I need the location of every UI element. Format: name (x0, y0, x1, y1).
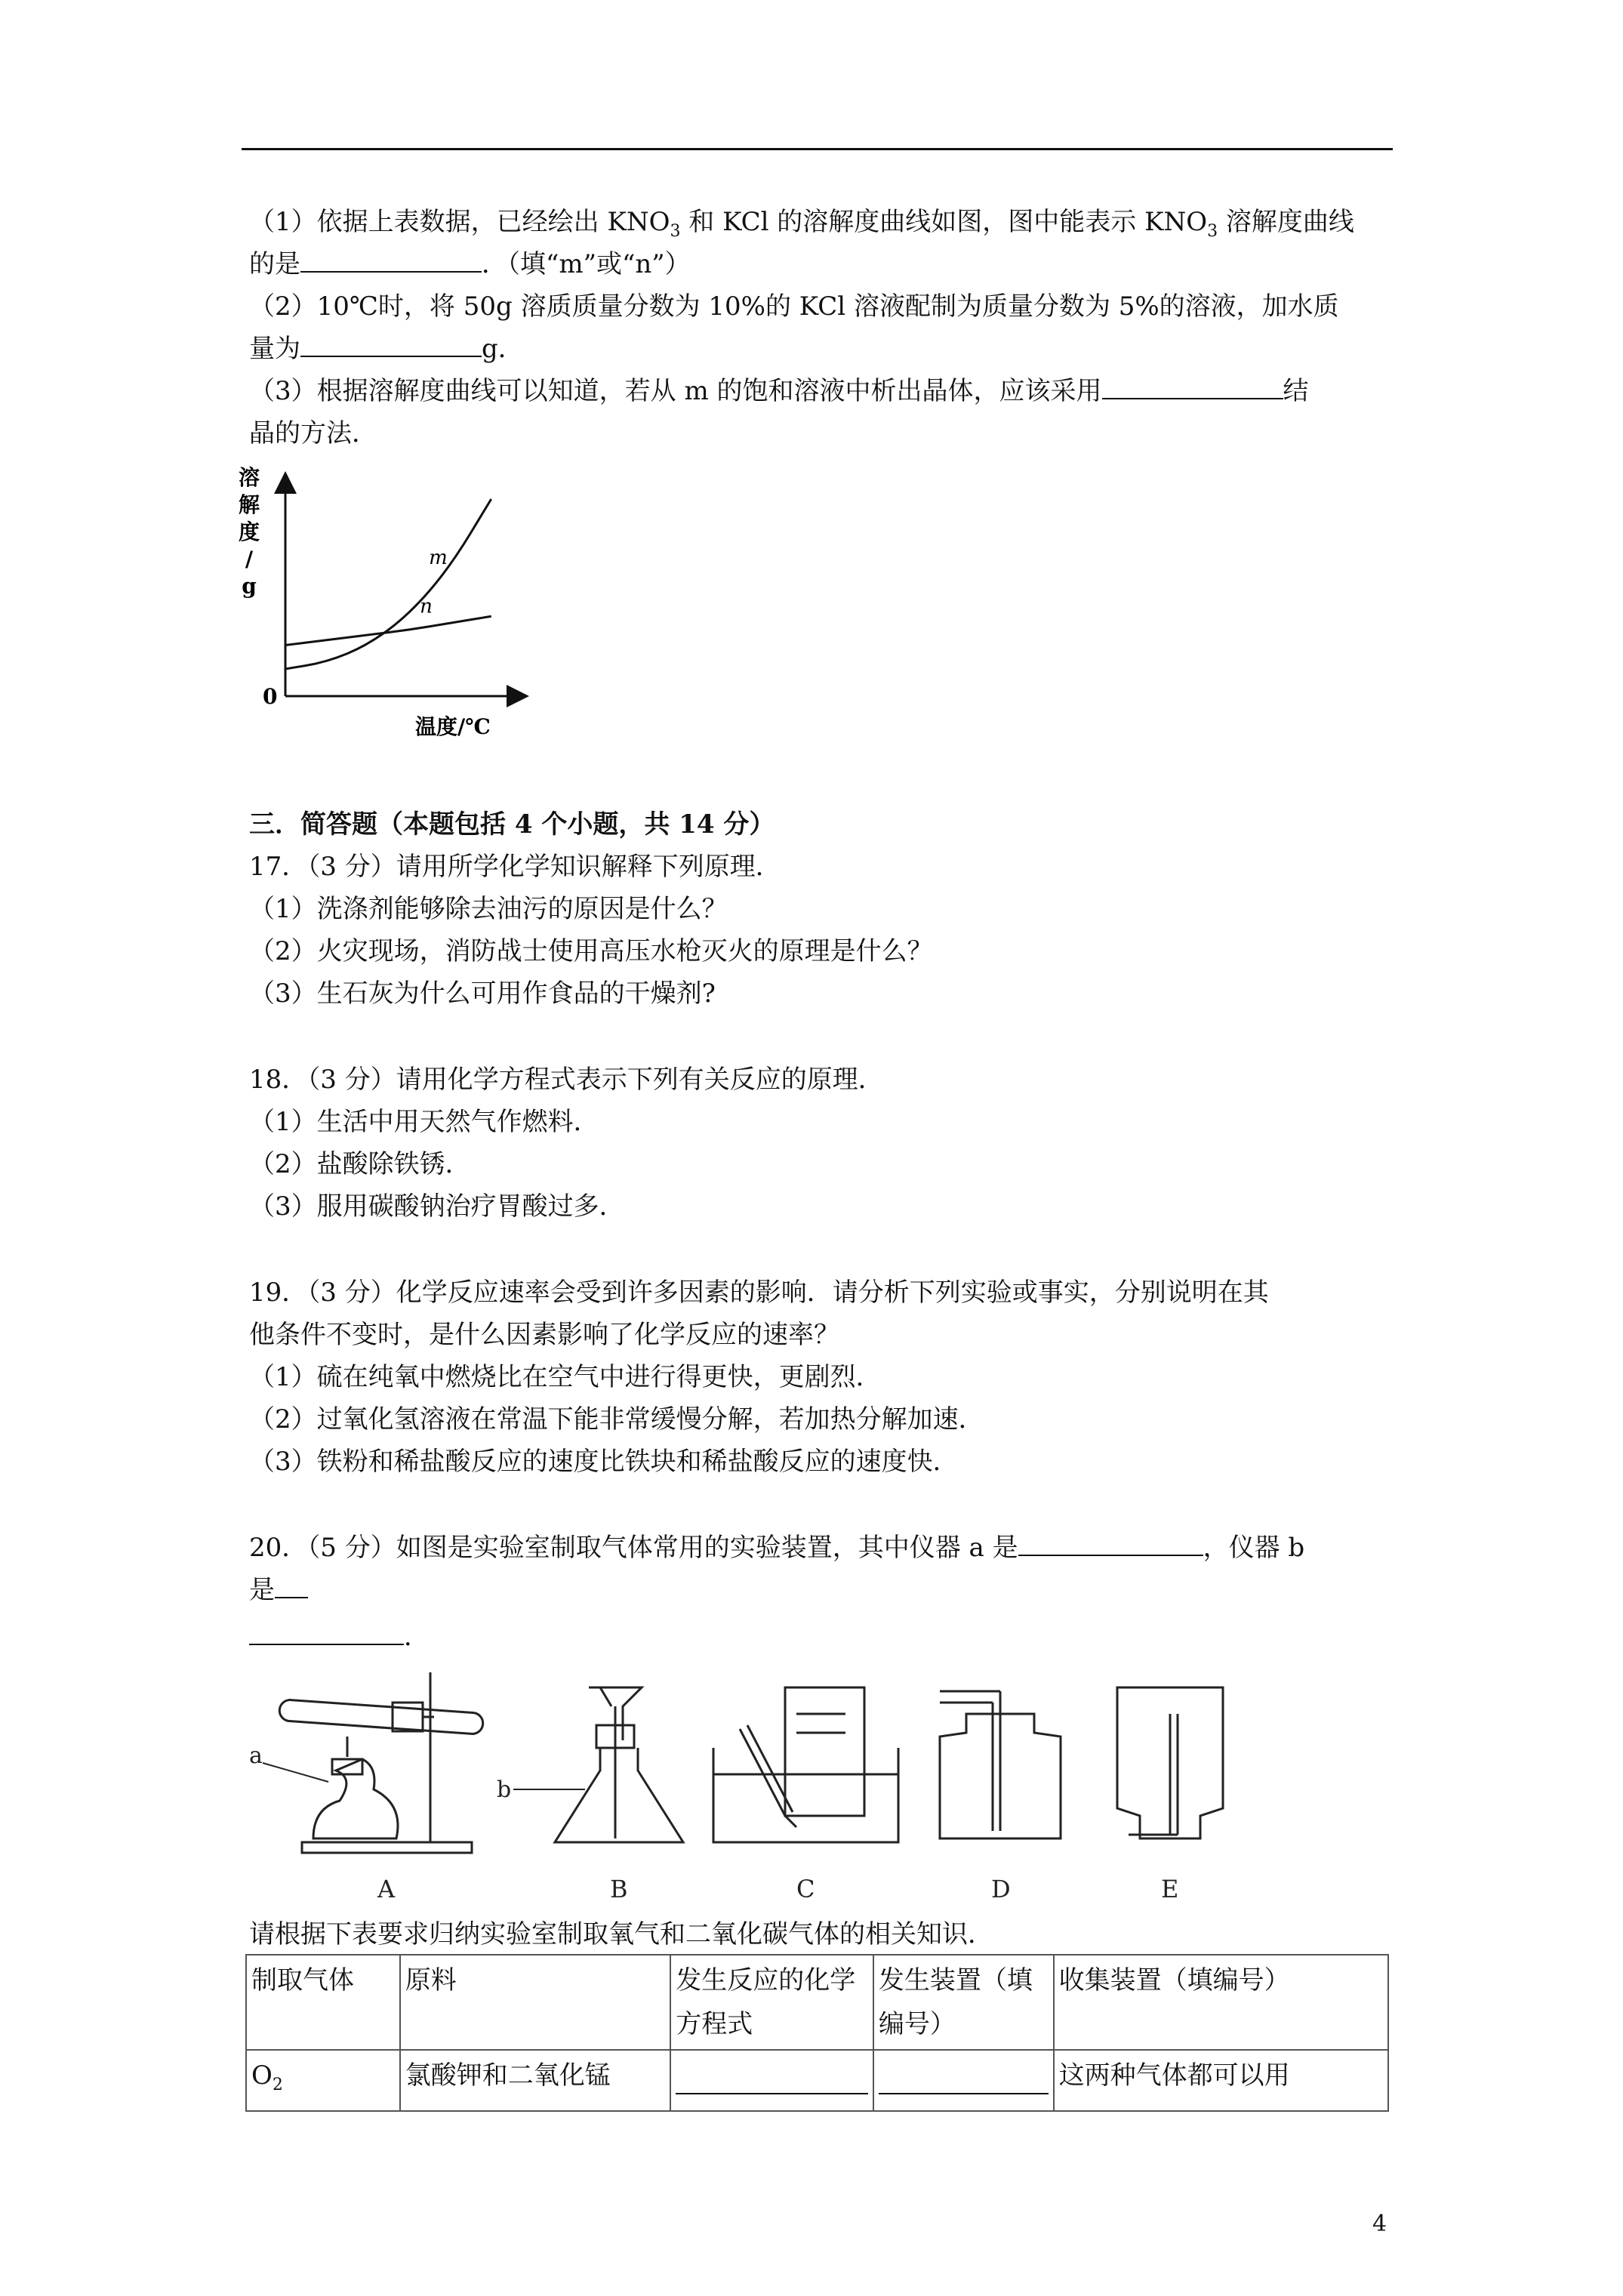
q16-part2-line1: （2）10℃时，将 50g 溶质质量分数为 10%的 KCl 溶液配制为质量分数为 5%的溶液，加水质 (249, 291, 1339, 322)
q16-part2-line2: 量为 g． (249, 325, 1389, 373)
lab-apparatus-figure (242, 1657, 1298, 1914)
apparatus-c (713, 1687, 898, 1842)
table-header: 发生装置（填编号） (873, 1955, 1054, 2050)
answer-blank[interactable] (300, 245, 482, 273)
page-number: 4 (1372, 2211, 1387, 2237)
table-cell-equation (670, 2050, 873, 2111)
series-label-m: m (429, 547, 448, 569)
label-E: E (1161, 1875, 1179, 1903)
solubility-chart (226, 461, 544, 747)
gas-preparation-table (245, 1954, 1389, 2112)
origin-label: 0 (263, 684, 278, 709)
y-axis-label-char: / (245, 547, 254, 572)
table-header: 收集装置（填编号） (1054, 1955, 1388, 2050)
table-cell-material: 氯酸钾和二氧化锰 (400, 2050, 670, 2111)
q17-stem: 17．（3 分）请用所学化学知识解释下列原理． (249, 852, 781, 882)
table-cell-apparatus (873, 2050, 1054, 2111)
q17-item-3: （3）生石灰为什么可用作食品的干燥剂? (249, 978, 716, 1009)
label-a: a (249, 1743, 263, 1769)
q16-part3-line1: （3）根据溶解度曲线可以知道，若从 m 的饱和溶液中析出晶体，应该采用 结 (249, 367, 1389, 415)
label-A: A (377, 1875, 396, 1903)
q19-item-3: （3）铁粉和稀盐酸反应的速度比铁块和稀盐酸反应的速度快． (249, 1447, 959, 1477)
apparatus-d (940, 1691, 1061, 1838)
q19-item-2: （2）过氧化氢溶液在常温下能非常缓慢分解，若加热分解加速． (249, 1404, 984, 1435)
series-label-n: n (420, 595, 433, 618)
q20-line3: ． (249, 1613, 1389, 1661)
header-rule (242, 148, 1393, 150)
answer-blank[interactable] (275, 1571, 308, 1598)
answer-blank[interactable] (879, 2060, 1049, 2094)
y-axis-label-char: 度 (238, 519, 260, 544)
answer-blank[interactable] (1102, 372, 1283, 399)
q20-line2: 是 (249, 1566, 1389, 1614)
y-axis-label (239, 465, 260, 599)
q18-item-1: （1）生活中用天然气作燃料． (249, 1107, 599, 1137)
y-axis-label-char: 解 (238, 492, 260, 517)
apparatus-a (249, 1672, 484, 1853)
q16-part3-line2: 晶的方法． (249, 418, 377, 448)
series-line-m (285, 499, 491, 669)
q17-item-2: （2）火灾现场，消防战士使用高压水枪灭火的原理是什么？ (249, 936, 933, 966)
q20-table-intro: 请根据下表要求归纳实验室制取氧气和二氧化碳气体的相关知识． (249, 1919, 993, 1949)
apparatus-b (497, 1687, 683, 1842)
label-b: b (497, 1777, 512, 1803)
q20-line1: 20．（5 分）如图是实验室制取气体常用的实验装置，其中仪器 a 是 ，仪器 b (249, 1524, 1389, 1572)
q19-stem-line1: 19．（3 分）化学反应速率会受到许多因素的影响．请分析下列实验或事实，分别说明在其 (249, 1277, 1269, 1308)
q16-part1-line2: 的是 ．（填“m”或“n”） (249, 240, 1389, 288)
table-header: 制取气体 (246, 1955, 400, 2050)
table-cell-gas: $O_2$ (246, 2050, 400, 2111)
q18-stem: 18．（3 分）请用化学方程式表示下列有关反应的原理． (249, 1065, 884, 1095)
label-C: C (796, 1875, 815, 1903)
table-row (246, 2050, 1388, 2111)
table-header: 原料 (400, 1955, 670, 2050)
table-cell-collection: 这两种气体都可以用 (1054, 2050, 1388, 2111)
answer-blank[interactable] (676, 2060, 868, 2094)
answer-blank[interactable] (1018, 1529, 1203, 1556)
q18-item-2: （2）盐酸除铁锈． (249, 1149, 471, 1179)
label-B: B (610, 1875, 628, 1903)
apparatus-e (1117, 1687, 1223, 1838)
y-axis-label-char: 溶 (238, 465, 260, 490)
q17-item-1: （1）洗涤剂能够除去油污的原因是什么？ (249, 894, 728, 924)
section-3-title: 三．简答题（本题包括 4 个小题，共 14 分） (249, 809, 775, 840)
x-axis-label: 温度/℃ (415, 714, 491, 739)
q19-stem-line2: 他条件不变时，是什么因素影响了化学反应的速率？ (249, 1320, 839, 1350)
q19-item-1: （1）硫在纯氧中燃烧比在空气中进行得更快，更剧烈． (249, 1362, 882, 1392)
answer-blank[interactable] (300, 330, 482, 357)
q16-part1-line1: （1）依据上表数据，已经绘出 $KNO_3$ 和 KCl 的溶解度曲线如图，图中能表示 $KNO_3$ 溶解度曲线 (249, 207, 1354, 241)
label-D: D (991, 1875, 1011, 1903)
q18-item-3: （3）服用碳酸钠治疗胃酸过多． (249, 1191, 625, 1222)
y-axis-label-char: g (242, 574, 257, 599)
answer-blank[interactable] (249, 1618, 404, 1645)
table-header: 发生反应的化学方程式 (670, 1955, 873, 2050)
table-header-row (246, 1955, 1388, 2050)
